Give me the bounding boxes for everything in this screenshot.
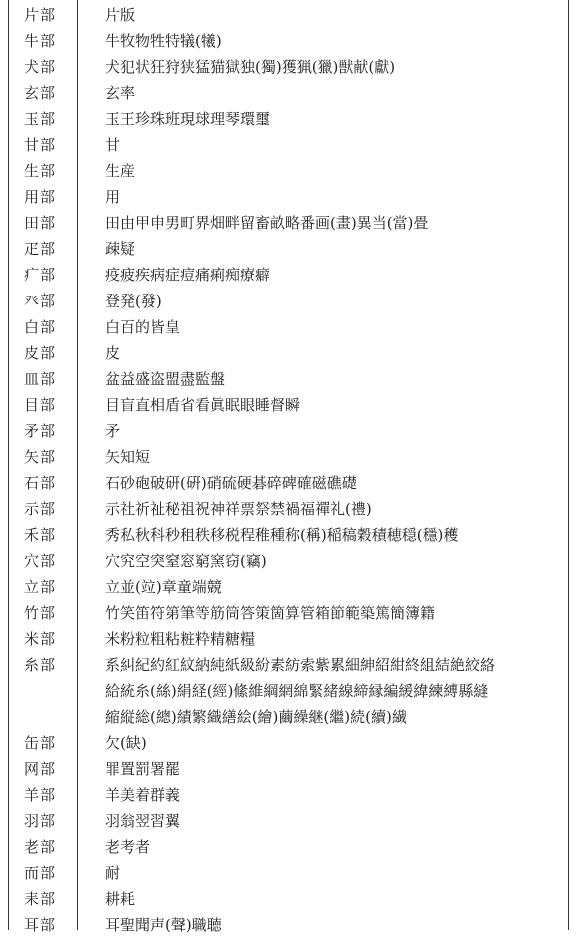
character-list [105, 314, 560, 340]
character-list [105, 366, 560, 392]
character-list [105, 756, 560, 782]
radical-label: 皮部 [24, 344, 57, 362]
radical-label: 羊部 [24, 786, 57, 804]
radical-label: 用部 [24, 188, 57, 206]
character-line: 皮 [105, 344, 121, 362]
character-list [105, 210, 560, 236]
radical-label: 网部 [24, 760, 57, 778]
character-line: 片版 [105, 6, 136, 24]
character-list [105, 392, 560, 418]
character-line: 羊美着群義 [105, 786, 181, 804]
character-list [105, 158, 560, 184]
character-list [105, 834, 560, 860]
character-line: 用 [105, 188, 121, 206]
character-list [105, 886, 560, 912]
character-line: 白百的皆皇 [105, 318, 181, 336]
radical-label: 羽部 [24, 812, 57, 830]
character-list [105, 808, 560, 834]
radical-label: 竹部 [24, 604, 57, 622]
character-line: 罪置罰署罷 [105, 760, 181, 778]
character-line: 玉王珍珠班現球理琴環璽 [105, 110, 271, 128]
radical-label: 老部 [24, 838, 57, 856]
radical-label: 疒部 [24, 266, 57, 284]
radical-label: 穴部 [24, 552, 57, 570]
character-list [105, 782, 560, 808]
character-list [105, 54, 560, 80]
radical-label: 白部 [24, 318, 57, 336]
character-line: 盆益盛盗盟盡監盤 [105, 370, 226, 388]
character-line: 矢知短 [105, 448, 151, 466]
character-list [105, 548, 560, 574]
radical-label: 耳部 [24, 916, 57, 934]
radical-label: 犬部 [24, 58, 57, 76]
radical-label: 疋部 [24, 240, 57, 258]
character-line: 玄率 [105, 84, 136, 102]
radical-label: 糸部 [24, 656, 57, 674]
radical-label: 缶部 [24, 734, 57, 752]
radical-label: 甘部 [24, 136, 57, 154]
character-list [105, 340, 560, 366]
character-line: 欠(缺) [105, 734, 147, 752]
character-line: 疎疑 [105, 240, 136, 258]
character-list [105, 860, 560, 886]
character-list [105, 132, 560, 158]
character-line: 登発(發) [105, 292, 162, 310]
character-list [105, 2, 560, 28]
character-list [105, 106, 560, 132]
radical-label: 米部 [24, 630, 57, 648]
character-list [105, 418, 560, 444]
character-line: 田由甲申男町界畑畔留畜畝略番画(畫)異当(當)畳 [105, 214, 429, 232]
radical-label: 石部 [24, 474, 57, 492]
character-line: 竹笑笛符第筆等筋筒答策箇算管箱節範築篤簡簿籍 [105, 604, 436, 622]
character-line: 秀私秋科秒租秩移税程稚種称(稱)稲稿穀積穂穏(穩)穫 [105, 526, 459, 544]
left-border-line [8, 0, 9, 930]
character-line: 耐 [105, 864, 121, 882]
character-line: 甘 [105, 136, 121, 154]
character-line: 耕耗 [105, 890, 136, 908]
character-line: 米粉粒粗粘粧粋精糖糧 [105, 630, 256, 648]
radical-label: 而部 [24, 864, 57, 882]
radical-label: 禾部 [24, 526, 57, 544]
character-line: 立並(竝)章童端競 [105, 578, 222, 596]
character-list [105, 522, 560, 548]
right-border-line [568, 0, 569, 930]
character-line: 犬犯状狂狩狭猛猫獄独(獨)獲猟(獵)獣献(獻) [105, 58, 396, 76]
radical-label: 田部 [24, 214, 57, 232]
radical-label: 片部 [24, 6, 57, 24]
radical-label: 矛部 [24, 422, 57, 440]
radical-label: 玄部 [24, 84, 57, 102]
radical-label: 立部 [24, 578, 57, 596]
character-line: 牛牧物牲特犠(犧) [105, 32, 222, 50]
radical-label: 玉部 [24, 110, 57, 128]
character-list [105, 184, 560, 210]
character-list [105, 444, 560, 470]
character-line: 給統糸(絲)絹経(經)絛維綱網綿緊緒線締縁編緩緯練縛縣縫 [105, 682, 489, 700]
character-line: 矛 [105, 422, 121, 440]
character-list [105, 236, 560, 262]
character-list [105, 28, 560, 54]
character-line: 系糾紀約紅紋納純紙級紛素紡索紫累細紳紹紺終組結絶絞絡 [105, 656, 496, 674]
character-line: 石砂砲破研(硏)硝硫硬碁碎碑確磁礁礎 [105, 474, 357, 492]
character-list [105, 600, 560, 626]
character-line: 示社祈祉秘祖祝神祥票祭禁禍福禪礼(禮) [105, 500, 372, 518]
character-line: 耳聖聞声(聲)職聴 [105, 916, 222, 934]
radical-label: 矢部 [24, 448, 57, 466]
character-list [105, 574, 560, 600]
character-line: 目盲直相盾省看眞眠眼睡督瞬 [105, 396, 301, 414]
character-list [105, 288, 560, 314]
radical-label: 牛部 [24, 32, 57, 50]
character-list [105, 80, 560, 106]
radical-label: 示部 [24, 500, 57, 518]
character-list [105, 626, 560, 652]
radical-label: 耒部 [24, 890, 57, 908]
character-list [105, 730, 560, 756]
column-divider-line [77, 0, 78, 930]
radical-label: 目部 [24, 396, 57, 414]
character-list [105, 496, 560, 522]
character-list [105, 912, 560, 938]
radical-label: 皿部 [24, 370, 57, 388]
character-list [105, 262, 560, 288]
character-line: 老考者 [105, 838, 151, 856]
character-line: 穴究空突窒窓窮窯窃(竊) [105, 552, 267, 570]
radical-label: 生部 [24, 162, 57, 180]
radical-label: 癶部 [24, 292, 57, 310]
character-line: 生産 [105, 162, 136, 180]
character-line: 羽翁翌習翼 [105, 812, 181, 830]
character-list [105, 652, 560, 730]
character-line: 縮縦総(總)績繁織繕絵(繪)繭繰継(繼)続(續)繊 [105, 708, 407, 726]
character-list [105, 470, 560, 496]
character-line: 疫疲疾病症痘痛痢痴療癖 [105, 266, 271, 284]
